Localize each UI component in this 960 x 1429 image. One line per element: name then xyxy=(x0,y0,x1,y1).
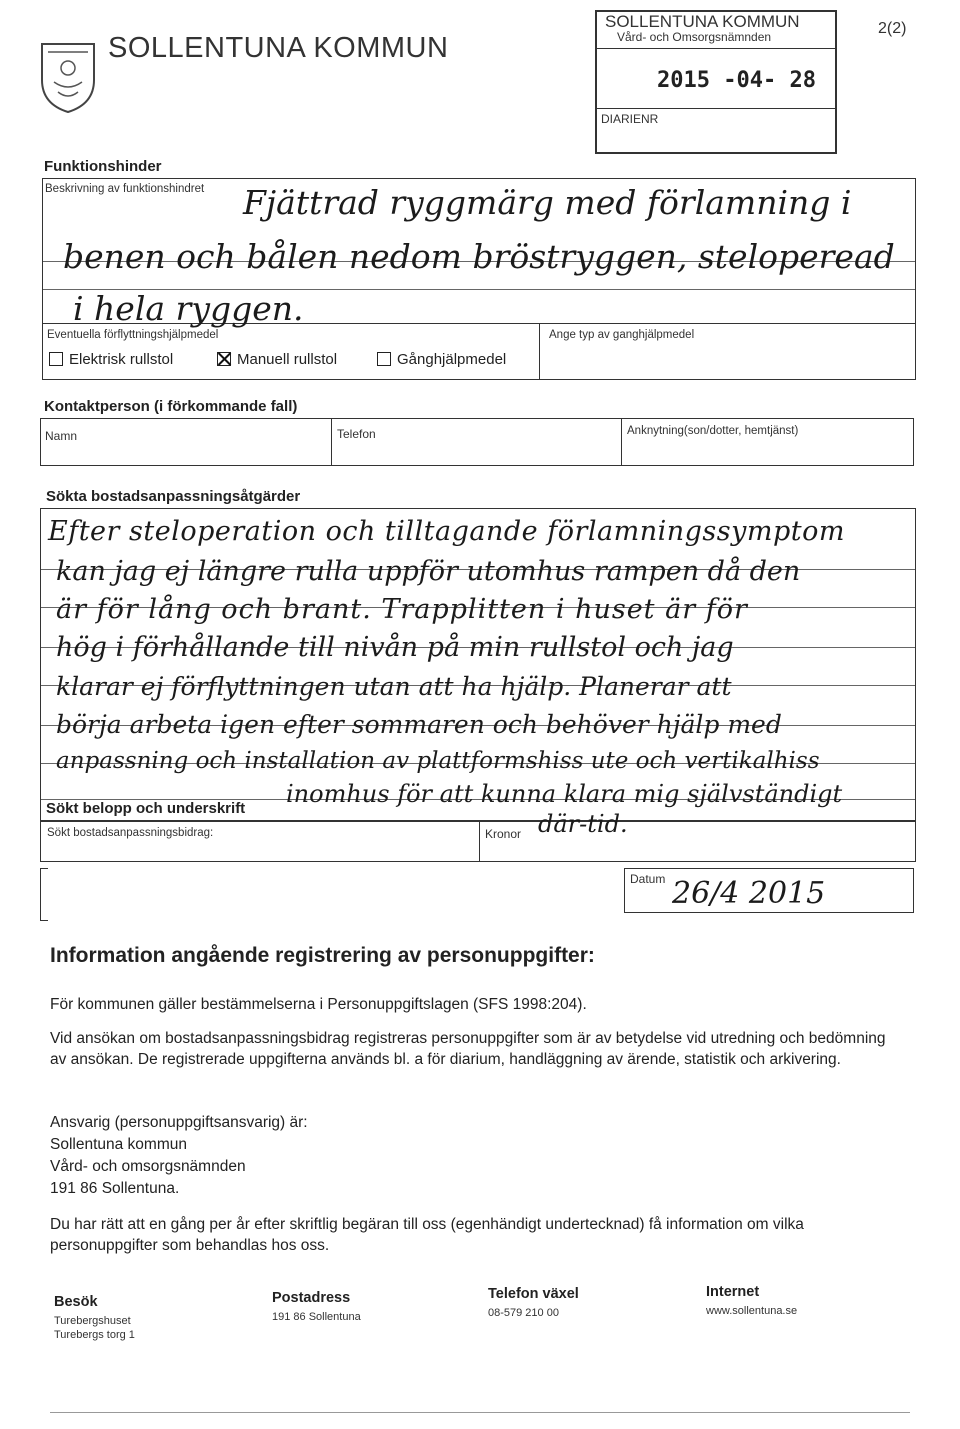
contact-phone-label: Telefon xyxy=(337,427,376,441)
aid-option-label: Manuell rullstol xyxy=(237,351,338,368)
atgarder-heading: Sökta bostadsanpassningsåtgärder xyxy=(46,488,301,505)
footer-visit-line-2: Turebergs torg 1 xyxy=(54,1329,135,1341)
measure-handwriting-5: klarar ej förflyttningen utan att ha hjälp. Planerar att xyxy=(56,672,732,701)
measure-handwriting-2: kan jag ej längre rulla uppför utomhus rampen då den xyxy=(56,556,801,587)
crest-icon xyxy=(38,40,98,114)
responsible-line-2: Vård- och omsorgsnämnden xyxy=(50,1158,246,1175)
measure-handwriting-8: inomhus för att kunna klara mig självständigt xyxy=(286,780,843,808)
footer-divider xyxy=(50,1412,910,1413)
aid-option-manual[interactable] xyxy=(217,351,337,368)
kronor-handwriting: där-tid. xyxy=(538,810,628,838)
belopp-box xyxy=(40,820,916,862)
bidrag-label: Sökt bostadsanpassningsbidrag: xyxy=(47,827,214,839)
footer-web-line-1[interactable]: www.sollentuna.se xyxy=(706,1305,798,1317)
footer-phone-line-1: 08-579 210 00 xyxy=(488,1307,559,1319)
org-name: SOLLENTUNA KOMMUN xyxy=(108,32,449,64)
aid-option-electric[interactable] xyxy=(49,351,173,368)
aid-label: Eventuella förflyttningshjälpmedel xyxy=(47,329,219,341)
datum-handwriting: 26/4 2015 xyxy=(672,876,826,911)
measure-handwriting-1: Efter steloperation och tilltagande förlamningssymptom xyxy=(48,516,845,547)
footer-visit-line-1: Turebergshuset xyxy=(54,1315,131,1327)
stamp-diarienr-label: DIARIENR xyxy=(601,112,659,126)
handwriting-line-2: benen och bålen nedom bröstryggen, steloperead xyxy=(63,237,895,276)
funktionshinder-heading: Funktionshinder xyxy=(44,158,162,175)
measure-handwriting-7: anpassning och installation av plattformshiss ute och vertikalhiss xyxy=(56,748,820,774)
kontakt-heading: Kontaktperson (i förkommande fall) xyxy=(44,398,298,415)
checkbox-icon[interactable] xyxy=(49,352,63,366)
belopp-heading: Sökt belopp och underskrift xyxy=(46,800,246,817)
footer-post xyxy=(272,1290,361,1324)
footer-post-heading: Postadress xyxy=(272,1290,351,1306)
aid-option-walker[interactable] xyxy=(377,351,506,368)
checkbox-checked-icon[interactable] xyxy=(217,352,231,366)
stamp-org: SOLLENTUNA KOMMUN xyxy=(605,12,800,31)
info-paragraph-1: För kommunen gäller bestämmelserna i Personuppgiftslagen (SFS 1998:204). xyxy=(50,996,587,1013)
footer-post-line-1: 191 86 Sollentuna xyxy=(272,1311,361,1323)
aid-type-label: Ange typ av ganghjälpmedel xyxy=(549,329,695,341)
footer-phone xyxy=(488,1286,579,1320)
info-paragraph-2: Vid ansökan om bostadsanpassningsbidrag registreras personuppgifter som är av betydelse vid utredning och bedömning av ansökan. De registrerade uppgifterna används bl. a för diarium, handläggning av ärende, statistik och arkivering. xyxy=(50,1030,886,1068)
footer-visit xyxy=(54,1294,135,1342)
checkbox-icon[interactable] xyxy=(377,352,391,366)
stamp-date: 2015 -04- 28 xyxy=(657,68,816,93)
logo-crest xyxy=(38,40,98,114)
footer-phone-heading: Telefon växel xyxy=(488,1286,579,1302)
footer-web-heading: Internet xyxy=(706,1284,760,1300)
contact-name-label: Namn xyxy=(45,429,78,443)
datum-label: Datum xyxy=(630,872,666,886)
received-stamp xyxy=(595,10,837,154)
funktionshinder-box xyxy=(42,178,916,380)
measure-handwriting-6: börja arbeta igen efter sommaren och behöver hjälp med xyxy=(56,710,782,739)
handwriting-line-3: i hela ryggen. xyxy=(73,289,304,328)
aid-option-label: Elektrisk rullstol xyxy=(69,351,174,368)
measure-handwriting-4: hög i förhållande till nivån på min rullstol och jag xyxy=(56,632,734,663)
info-heading: Information angående registrering av personuppgifter: xyxy=(50,944,595,967)
responsible-title: Ansvarig (personuppgiftsansvarig) är: xyxy=(50,1114,308,1131)
kontakt-box xyxy=(40,418,914,466)
footer-visit-heading: Besök xyxy=(54,1294,98,1310)
kronor-label: Kronor xyxy=(485,827,522,841)
desc-label: Beskrivning av funktionshindret xyxy=(45,183,205,195)
responsible-line-3: 191 86 Sollentuna. xyxy=(50,1180,180,1197)
responsible-line-1: Sollentuna kommun xyxy=(50,1136,187,1153)
aid-option-label: Gånghjälpmedel xyxy=(397,351,507,368)
page-number: 2(2) xyxy=(878,20,907,37)
contact-relation-label: Anknytning(son/dotter, hemtjänst) xyxy=(627,425,799,437)
handwriting-line-1: Fjättrad ryggmärg med förlamning i xyxy=(243,183,852,222)
measure-handwriting-3: är för lång och brant. Trapplitten i huset är för xyxy=(56,594,748,625)
info-paragraph-3: Du har rätt att en gång per år efter skriftlig begäran till oss (egenhändigt undertecknad) få information om vilka personuppgifter som behandlas hos oss. xyxy=(50,1216,804,1254)
footer-web xyxy=(706,1284,797,1318)
stamp-dept: Vård- och Omsorgsnämnden xyxy=(617,30,772,44)
